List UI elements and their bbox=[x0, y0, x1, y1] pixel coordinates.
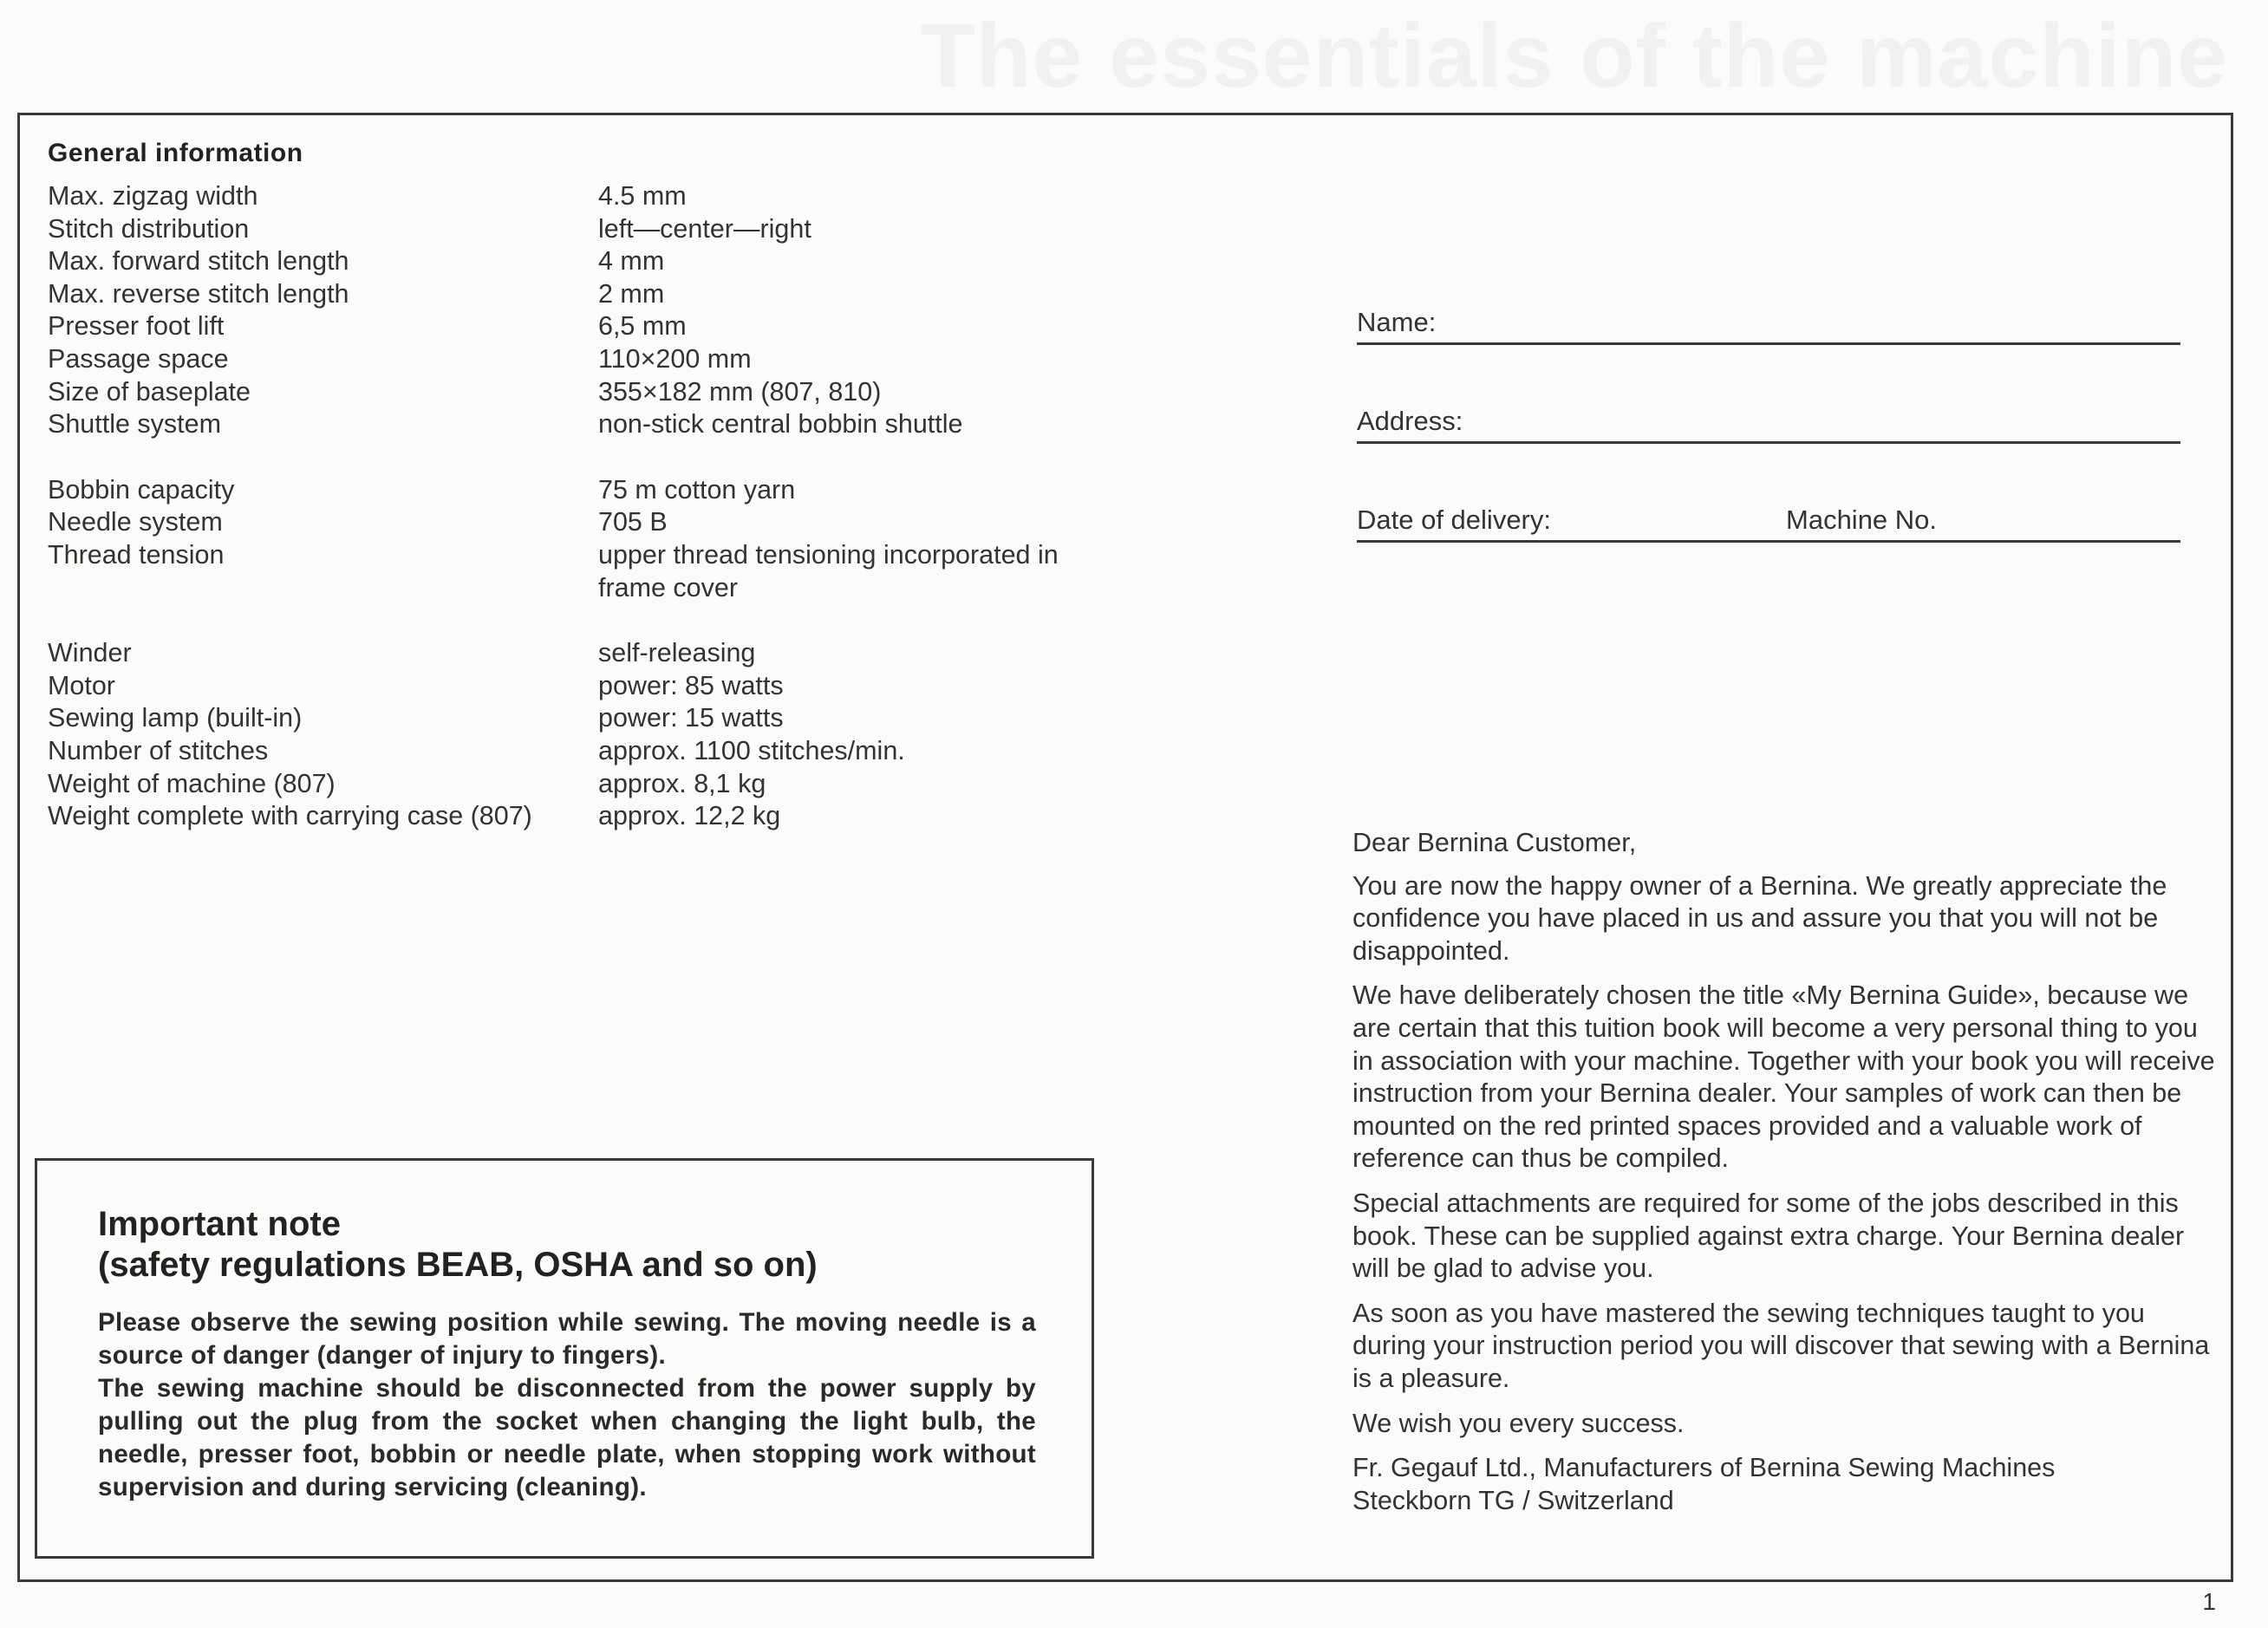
important-note-box bbox=[35, 1158, 1094, 1559]
letter-paragraph: We have deliberately chosen the title «My Bernina Guide», because we are certain that this tuition book will become a very personal thing to you in association with your machine. Together with your book you will receive instruction from your Bernina dealer. Your samples of work can then be mounted on the red printed spaces provided and a valuable work of reference can thus be compiled. bbox=[1352, 980, 2215, 1174]
address-field[interactable] bbox=[1357, 402, 2180, 444]
letter-signature bbox=[1352, 1452, 2219, 1517]
spec-value: self-releasing bbox=[598, 638, 756, 668]
spec-group-gap bbox=[48, 441, 1205, 474]
spec-row bbox=[48, 702, 1205, 735]
letter-paragraph: You are now the happy owner of a Bernina. We greatly appreciate the confidence you have placed in us and assure you that you will not be disappointed. bbox=[1352, 870, 2167, 966]
spec-label: Sewing lamp (built-in) bbox=[48, 703, 303, 733]
owner-form bbox=[1357, 303, 2180, 600]
spec-label bbox=[48, 572, 598, 605]
spec-row bbox=[48, 637, 1205, 670]
spec-value: 4 mm bbox=[598, 246, 665, 277]
spec-row bbox=[48, 310, 1205, 343]
important-note-subtitle: (safety regulations BEAB, OSHA and so on) bbox=[98, 1246, 818, 1284]
spec-value: approx. 1100 stitches/min. bbox=[598, 735, 905, 765]
spec-value: approx. 8,1 kg bbox=[598, 768, 766, 798]
delivery-machine-field[interactable] bbox=[1357, 501, 2180, 543]
spec-list bbox=[48, 180, 1205, 833]
signature-line: Fr. Gegauf Ltd., Manufacturers of Bernina Sewing Machines bbox=[1352, 1453, 2056, 1483]
spec-label: Passage space bbox=[48, 343, 229, 374]
spec-label: Weight of machine (807) bbox=[48, 768, 336, 798]
spec-row bbox=[48, 408, 1205, 441]
spec-value: power: 15 watts bbox=[598, 703, 784, 733]
machine-number-label: Machine No. bbox=[1786, 505, 1938, 535]
spec-label: Thread tension bbox=[48, 539, 225, 570]
spec-row bbox=[48, 474, 1205, 507]
spec-label: Max. reverse stitch length bbox=[48, 278, 349, 309]
spec-label: Size of baseplate bbox=[48, 376, 251, 407]
spec-value: frame cover bbox=[598, 572, 739, 602]
spec-label: Presser foot lift bbox=[48, 311, 225, 342]
spec-group-gap bbox=[48, 604, 1205, 637]
spec-value: 75 m cotton yarn bbox=[598, 474, 796, 505]
letter-paragraph: Special attachments are required for some of the jobs described in this book. These can be supplied against extra charge. Your Bernina dealer will be glad to advise you. bbox=[1352, 1188, 2185, 1284]
spec-label: Weight complete with carrying case (807) bbox=[48, 801, 532, 831]
spec-row bbox=[48, 768, 1205, 801]
spec-label: Needle system bbox=[48, 507, 223, 537]
spec-value: approx. 12,2 kg bbox=[598, 801, 781, 831]
customer-letter bbox=[1352, 827, 2219, 1517]
spec-value: 4.5 mm bbox=[598, 181, 687, 211]
letter-greeting: Dear Bernina Customer, bbox=[1352, 828, 1637, 857]
address-label: Address: bbox=[1357, 406, 1463, 436]
spec-row bbox=[48, 278, 1205, 311]
spec-row bbox=[48, 670, 1205, 703]
spec-row bbox=[48, 735, 1205, 768]
important-note-body bbox=[98, 1306, 1036, 1504]
spec-row bbox=[48, 213, 1205, 246]
signature-line: Steckborn TG / Switzerland bbox=[1352, 1485, 1674, 1515]
spec-value: upper thread tensioning incorporated in bbox=[598, 539, 1059, 570]
spec-row bbox=[48, 245, 1205, 278]
spec-row bbox=[48, 572, 1205, 605]
general-information-section bbox=[48, 139, 1205, 833]
spec-value: power: 85 watts bbox=[598, 670, 784, 700]
spec-value: left—center—right bbox=[598, 213, 811, 244]
name-label: Name: bbox=[1357, 307, 1437, 337]
delivery-date-label: Date of delivery: bbox=[1357, 505, 1551, 535]
faded-page-title: The essentials of the machine bbox=[920, 6, 2228, 107]
spec-value: 6,5 mm bbox=[598, 311, 687, 342]
spec-label: Winder bbox=[48, 638, 132, 668]
spec-value: 355×182 mm (807, 810) bbox=[598, 376, 882, 407]
note-paragraph: Please observe the sewing position while sewing. The moving needle is a source of danger (danger of injury to fingers). bbox=[98, 1308, 1036, 1370]
spec-label: Motor bbox=[48, 670, 115, 700]
spec-row bbox=[48, 800, 1205, 833]
general-information-heading: General information bbox=[48, 139, 303, 167]
spec-row bbox=[48, 180, 1205, 213]
page-number: 1 bbox=[2202, 1588, 2216, 1615]
spec-label: Number of stitches bbox=[48, 735, 269, 765]
spec-value: non-stick central bobbin shuttle bbox=[598, 409, 963, 440]
letter-paragraph: We wish you every success. bbox=[1352, 1408, 1685, 1438]
spec-label: Max. forward stitch length bbox=[48, 246, 349, 277]
spec-label: Bobbin capacity bbox=[48, 474, 235, 505]
name-field[interactable] bbox=[1357, 303, 2180, 345]
spec-row bbox=[48, 539, 1205, 572]
spec-label: Shuttle system bbox=[48, 409, 222, 440]
spec-label: Max. zigzag width bbox=[48, 181, 258, 211]
spec-row bbox=[48, 376, 1205, 409]
spec-value: 2 mm bbox=[598, 278, 665, 309]
letter-paragraph: As soon as you have mastered the sewing techniques taught to you during your instruction period you will discover that sewing with a Bernina is a pleasure. bbox=[1352, 1298, 2210, 1393]
spec-label: Stitch distribution bbox=[48, 213, 250, 244]
spec-row bbox=[48, 343, 1205, 376]
spec-row bbox=[48, 506, 1205, 539]
spec-value: 705 B bbox=[598, 507, 668, 537]
spec-value: 110×200 mm bbox=[598, 343, 752, 374]
note-paragraph: The sewing machine should be disconnected from the power supply by pulling out the plug from the socket when changing the light bulb, the needle, presser foot, bobbin or needle plate, when stopping work without supervision and during servicing (cleaning). bbox=[98, 1374, 1036, 1501]
important-note-title: Important note bbox=[98, 1205, 341, 1243]
